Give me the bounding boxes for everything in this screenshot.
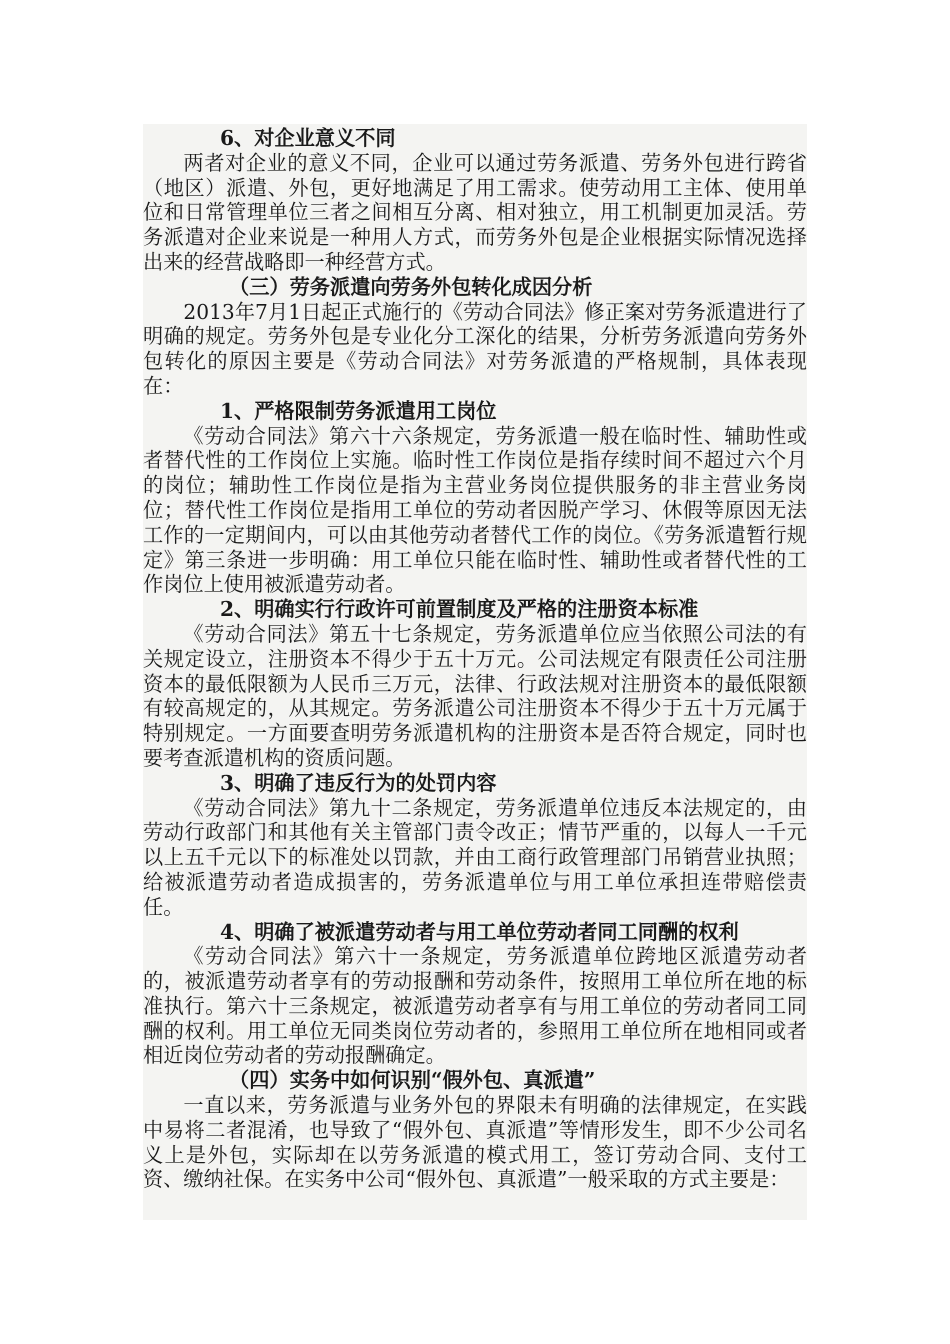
document-page	[143, 124, 807, 1220]
paragraph: 一直以来，劳务派遣与业务外包的界限未有明确的法律规定，在实践中易将二者混淆，也导致了“假外包、真派遣”等情形发生，即不少公司名义上是外包，实际却在以劳务派遣的模式用工，签订劳动合同、支付工资、缴纳社保。在实务中公司“假外包、真派遣”一般采取的方式主要是：	[143, 1093, 807, 1192]
heading-1: 1、严格限制劳务派遣用工岗位	[220, 398, 497, 423]
section-heading-4: （四）实务中如何识别“假外包、真派遣”	[229, 1068, 596, 1093]
paragraph: 《劳动合同法》第五十七条规定，劳务派遣单位应当依照公司法的有关规定设立，注册资本不得少于五十万元。公司法规定有限责任公司注册资本的最低限额为人民币三万元，法律、行政法规对注册资本的最低限额有较高规定的，从其规定。劳务派遣公司注册资本不得少于五十万元属于特别规定。一方面要查明劳务派遣机构的注册资本是否符合规定，同时也要考查派遣机构的资质问题。	[143, 621, 807, 770]
heading-2: 2、明确实行行政许可前置制度及严格的注册资本标准	[220, 597, 699, 622]
paragraph: 《劳动合同法》第六十一条规定，劳务派遣单位跨地区派遣劳动者的，被派遣劳动者享有的劳动报酬和劳动条件，按照用工单位所在地的标准执行。第六十三条规定，被派遣劳动者享有与用工单位的劳动者同工同酬的权利。用工单位无同类岗位劳动者的，参照用工单位所在地相同或者相近岗位劳动者的劳动报酬确定。	[143, 944, 807, 1068]
heading-4: 4、明确了被派遣劳动者与用工单位劳动者同工同酬的权利	[220, 919, 739, 944]
paragraph: 《劳动合同法》第六十六条规定，劳务派遣一般在临时性、辅助性或者替代性的工作岗位上实施。临时性工作岗位是指存续时间不超过六个月的岗位；辅助性工作岗位是指为主营业务岗位提供服务的非主营业务岗位；替代性工作岗位是指用工单位的劳动者因脱产学习、休假等原因无法工作的一定期间内，可以由其他劳动者替代工作的岗位。《劳务派遣暂行规定》第三条进一步明确：用工单位只能在临时性、辅助性或者替代性的工作岗位上使用被派遣劳动者。	[143, 423, 807, 597]
paragraph: 两者对企业的意义不同，企业可以通过劳务派遣、劳务外包进行跨省（地区）派遣、外包，更好地满足了用工需求。使劳动用工主体、使用单位和日常管理单位三者之间相互分离、相对独立，用工机制更加灵活。劳务派遣对企业来说是一种用人方式，而劳务外包是企业根据实际情况选择出来的经营战略即一种经营方式。	[143, 150, 807, 274]
heading-6: 6、对企业意义不同	[220, 126, 396, 150]
paragraph: 2013年7月1日起正式施行的《劳动合同法》修正案对劳务派遣进行了明确的规定。劳务外包是专业化分工深化的结果，分析劳务派遣向劳务外包转化的原因主要是《劳动合同法》对劳务派遣的严格规制，具体表现在：	[143, 299, 807, 398]
heading-3: 3、明确了违反行为的处罚内容	[220, 770, 497, 795]
paragraph: 《劳动合同法》第九十二条规定，劳务派遣单位违反本法规定的，由劳动行政部门和其他有关主管部门责令改正；情节严重的，以每人一千元以上五千元以下的标准处以罚款，并由工商行政管理部门吊销营业执照；给被派遣劳动者造成损害的，劳务派遣单位与用工单位承担连带赔偿责任。	[143, 795, 807, 919]
document-body	[143, 126, 807, 1192]
section-heading-3: （三）劳务派遣向劳务外包转化成因分析	[229, 274, 593, 299]
